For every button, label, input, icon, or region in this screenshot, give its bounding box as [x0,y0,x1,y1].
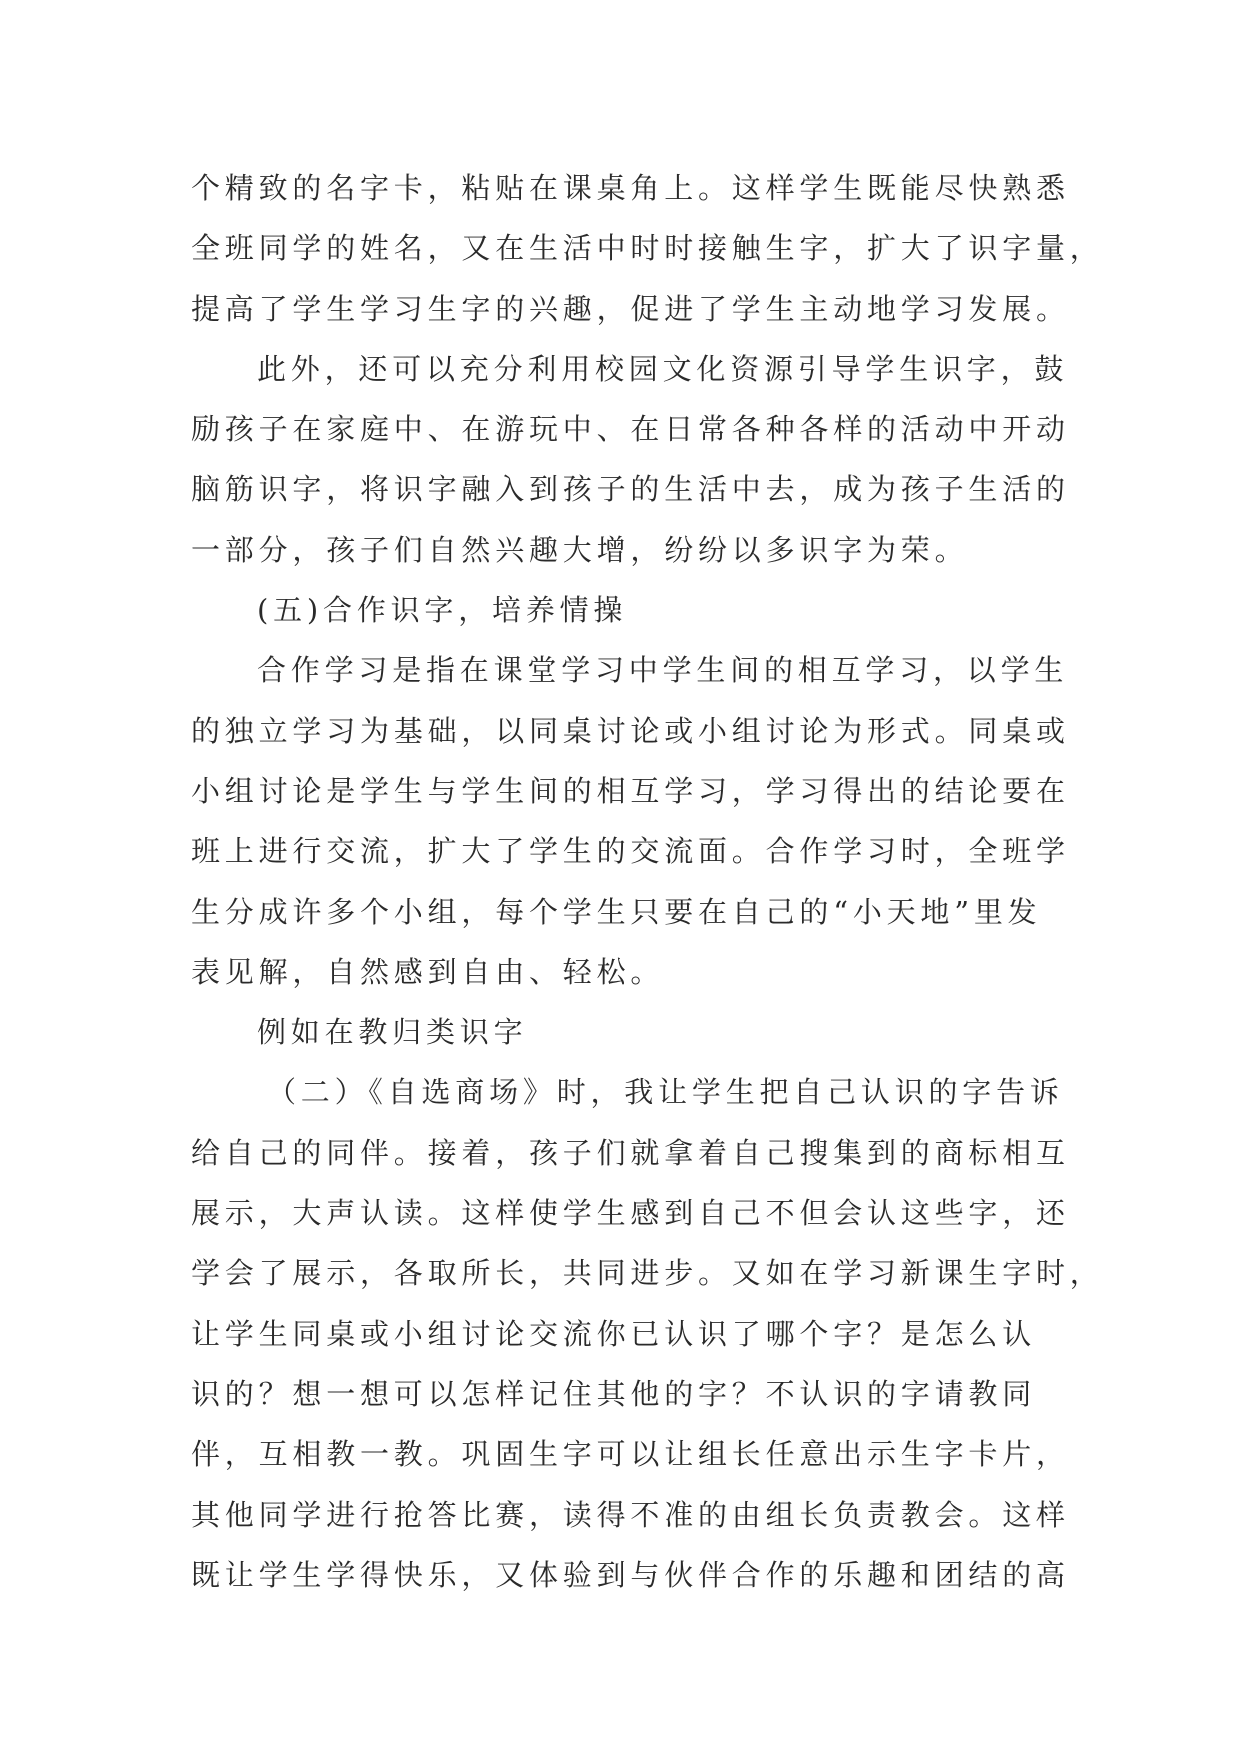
text-line: 例如在教归类识字 [257,1015,528,1050]
text-line: 让学生同桌或小组讨论交流你已认识了哪个字？是怎么认 [191,1316,1037,1351]
text-line: 伴，互相教一教。巩固生字可以让组长任意出示生字卡片， [191,1437,1070,1472]
text-line: 励孩子在家庭中、在游玩中、在日常各种各样的活动中开动 [191,412,1070,447]
text-line: 展示，大声认读。这样使学生感到自己不但会认这些字，还 [191,1196,1070,1231]
text-line: 小组讨论是学生与学生间的相互学习，学习得出的结论要在 [191,773,1070,808]
text-line: 合作学习是指在课堂学习中学生间的相互学习，以学生 [257,653,1069,688]
text-line: 班上进行交流，扩大了学生的交流面。合作学习时，全班学 [191,834,1070,869]
text-line: 脑筋识字，将识字融入到孩子的生活中去，成为孩子生活的 [191,472,1070,507]
text-line: 其他同学进行抢答比赛，读得不准的由组长负责教会。这样 [191,1497,1070,1532]
text-line: 学会了展示，各取所长，共同进步。又如在学习新课生字时， [191,1256,1104,1291]
text-line: 个精致的名字卡，粘贴在课桌角上。这样学生既能尽快熟悉 [191,171,1070,205]
text-line: 此外，还可以充分利用校园文化资源引导学生识字，鼓 [257,351,1069,386]
text-line: 生分成许多个小组，每个学生只要在自己的“小天地”里发 [191,894,1042,929]
text-line: 一部分，孩子们自然兴趣大增，纷纷以多识字为荣。 [191,532,969,567]
text-line: 提高了学生学习生字的兴趣，促进了学生主动地学习发展。 [191,291,1070,326]
text-line: 表见解，自然感到自由、轻松。 [191,954,665,989]
text-line: 全班同学的姓名，又在生活中时时接触生字，扩大了识字量， [191,231,1104,266]
text-line: (五)合作识字，培养情操 [257,593,628,628]
text-line: 既让学生学得快乐，又体验到与伙伴合作的乐趣和团结的高 [191,1557,1070,1592]
text-line: （二）《自选商场》时，我让学生把自己认识的字告诉 [267,1075,1064,1110]
text-line: 识的？想一想可以怎样记住其他的字？不认识的字请教同 [191,1376,1037,1411]
text-line: 给自己的同伴。接着，孩子们就拿着自己搜集到的商标相互 [191,1135,1070,1170]
body-text [191,158,1104,1605]
text-line: 的独立学习为基础，以同桌讨论或小组讨论为形式。同桌或 [191,713,1070,748]
